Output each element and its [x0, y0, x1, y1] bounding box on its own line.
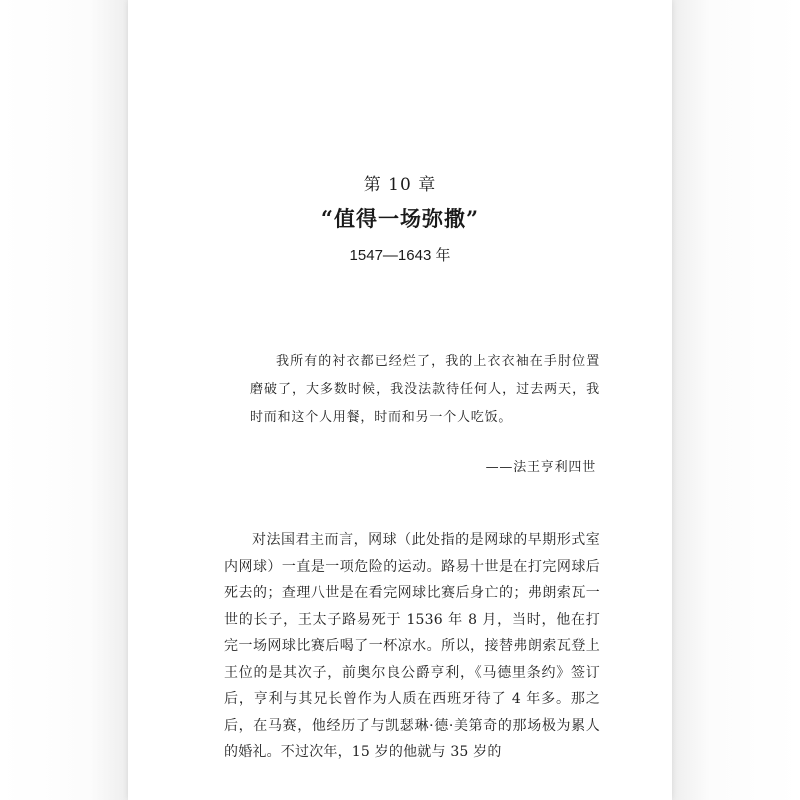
epigraph-attribution: ——法王亨利四世 [485, 460, 596, 475]
right-margin-shadow [672, 0, 800, 800]
book-page [128, 0, 672, 800]
chapter-dates: 1547—1643 年 [349, 247, 451, 264]
chapter-title: “值得一场弥撒” [320, 206, 480, 231]
body-paragraph: 对法国君主而言，网球（此处指的是网球的早期形式室内网球）一直是一项危险的运动。路易十世是在打完网球后死去的；查理八世是在看完网球比赛后身亡的；弗朗索瓦一世的长子，王太子路易死于 1536 年 8 月，当时，他在打完一场网球比赛后喝了一杯凉水。所以，接替弗朗索瓦登上王位的是其次子，前奥尔良公爵亨利，《马德里条约》签订后，亨利与其兄长曾作为人质在西班牙待了 4 年多。那之后，在马赛，他经历了与凯瑟琳·德·美第奇的那场极为累人的婚礼。不过次年，15 岁的他就与 35 岁的 [224, 532, 600, 760]
epigraph-quote: 我所有的衬衣都已经烂了，我的上衣衣袖在手肘位置磨破了，大多数时候，我没法款待任何人，过去两天，我时而和这个人用餐，时而和另一个人吃饭。 [250, 354, 600, 425]
left-margin-shadow [0, 0, 128, 800]
chapter-number: 第 10 章 [363, 175, 437, 195]
